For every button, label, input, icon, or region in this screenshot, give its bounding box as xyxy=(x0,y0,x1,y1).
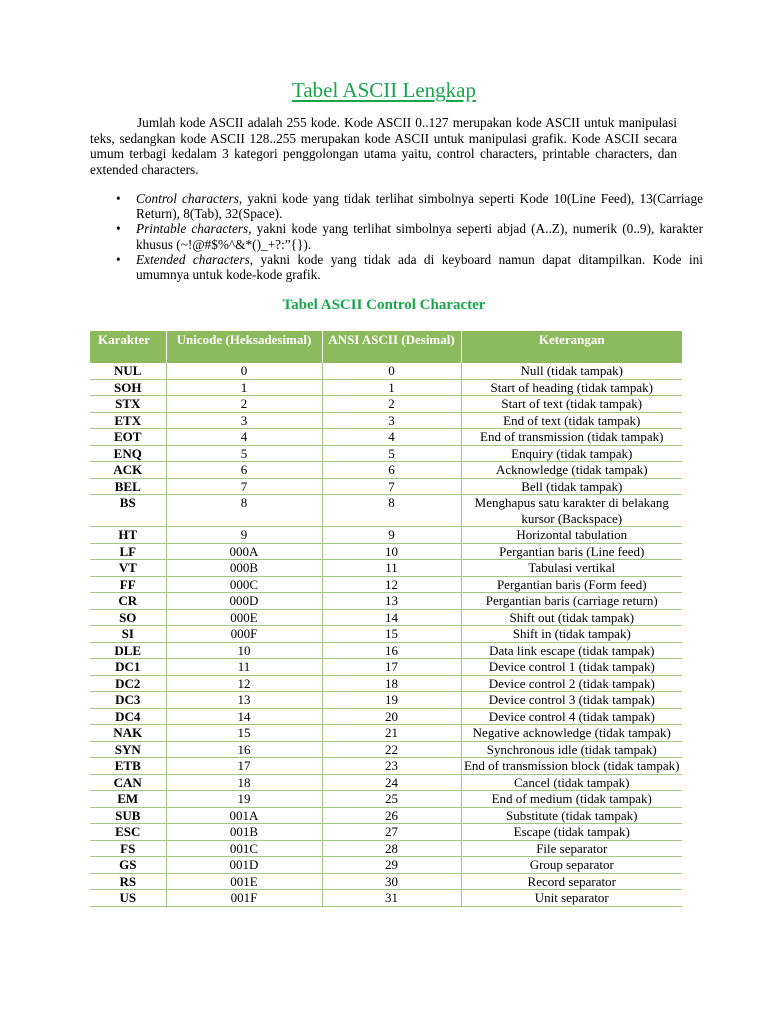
cell-karakter: NAK xyxy=(90,725,166,742)
table-title: Tabel ASCII Control Character xyxy=(282,297,486,313)
table-row xyxy=(90,396,682,413)
cell-unicode: 12 xyxy=(166,675,322,692)
table-row xyxy=(90,626,682,643)
table-row xyxy=(90,840,682,857)
cell-ansi-ascii: 26 xyxy=(322,807,461,824)
category-term: Control characters xyxy=(136,191,239,206)
cell-ansi-ascii: 25 xyxy=(322,791,461,808)
cell-ansi-ascii: 13 xyxy=(322,593,461,610)
cell-keterangan: Unit separator xyxy=(461,890,682,907)
header-keterangan: Keterangan xyxy=(461,331,682,363)
cell-karakter: DLE xyxy=(90,642,166,659)
table-row xyxy=(90,758,682,775)
cell-karakter: SO xyxy=(90,609,166,626)
cell-ansi-ascii: 16 xyxy=(322,642,461,659)
table-row xyxy=(90,593,682,610)
cell-unicode: 16 xyxy=(166,741,322,758)
table-row xyxy=(90,576,682,593)
cell-karakter: NUL xyxy=(90,363,166,379)
cell-keterangan: Horizontal tabulation xyxy=(461,527,682,544)
header-unicode: Unicode (Heksadesimal) xyxy=(166,331,322,363)
cell-ansi-ascii: 28 xyxy=(322,840,461,857)
cell-unicode: 000F xyxy=(166,626,322,643)
cell-karakter: HT xyxy=(90,527,166,544)
cell-keterangan: Menghapus satu karakter di belakang kursor (Backspace) xyxy=(461,495,682,527)
cell-karakter: LF xyxy=(90,543,166,560)
cell-keterangan: Acknowledge (tidak tampak) xyxy=(461,462,682,479)
cell-karakter: VT xyxy=(90,560,166,577)
cell-keterangan: End of text (tidak tampak) xyxy=(461,412,682,429)
table-row xyxy=(90,429,682,446)
cell-keterangan: Synchronous idle (tidak tampak) xyxy=(461,741,682,758)
cell-ansi-ascii: 27 xyxy=(322,824,461,841)
cell-ansi-ascii: 18 xyxy=(322,675,461,692)
cell-karakter: DC2 xyxy=(90,675,166,692)
cell-unicode: 000C xyxy=(166,576,322,593)
cell-keterangan: Group separator xyxy=(461,857,682,874)
cell-unicode: 001C xyxy=(166,840,322,857)
table-row xyxy=(90,445,682,462)
cell-keterangan: Shift out (tidak tampak) xyxy=(461,609,682,626)
table-row xyxy=(90,560,682,577)
cell-unicode: 15 xyxy=(166,725,322,742)
cell-keterangan: Device control 2 (tidak tampak) xyxy=(461,675,682,692)
cell-karakter: SOH xyxy=(90,379,166,396)
cell-unicode: 18 xyxy=(166,774,322,791)
table-row xyxy=(90,642,682,659)
cell-ansi-ascii: 22 xyxy=(322,741,461,758)
cell-unicode: 13 xyxy=(166,692,322,709)
cell-karakter: RS xyxy=(90,873,166,890)
cell-keterangan: End of transmission block (tidak tampak) xyxy=(461,758,682,775)
cell-karakter: ENQ xyxy=(90,445,166,462)
cell-ansi-ascii: 14 xyxy=(322,609,461,626)
cell-unicode: 000B xyxy=(166,560,322,577)
table-row xyxy=(90,741,682,758)
cell-keterangan: End of medium (tidak tampak) xyxy=(461,791,682,808)
cell-karakter: STX xyxy=(90,396,166,413)
cell-unicode: 5 xyxy=(166,445,322,462)
intro-paragraph: Jumlah kode ASCII adalah 255 kode. Kode ASCII 0..127 merupakan kode ASCII untuk manipulasi teks, sedangkan kode ASCII 128..255 merupakan kode ASCII untuk manipulasi grafik. Kode ASCII secara umum terbagi kedalam 3 kategori penggolongan utama yaitu, control characters, printable characters, dan extended characters. xyxy=(90,115,677,177)
cell-unicode: 4 xyxy=(166,429,322,446)
cell-keterangan: Substitute (tidak tampak) xyxy=(461,807,682,824)
cell-karakter: CR xyxy=(90,593,166,610)
table-row xyxy=(90,527,682,544)
cell-unicode: 001A xyxy=(166,807,322,824)
cell-ansi-ascii: 24 xyxy=(322,774,461,791)
table-row xyxy=(90,495,682,527)
table-row xyxy=(90,774,682,791)
category-term: Printable characters xyxy=(136,221,249,237)
cell-karakter: EOT xyxy=(90,429,166,446)
cell-keterangan: Start of text (tidak tampak) xyxy=(461,396,682,413)
cell-keterangan: End of transmission (tidak tampak) xyxy=(461,429,682,446)
cell-unicode: 001B xyxy=(166,824,322,841)
cell-keterangan: Device control 4 (tidak tampak) xyxy=(461,708,682,725)
cell-keterangan: Bell (tidak tampak) xyxy=(461,478,682,495)
cell-unicode: 1 xyxy=(166,379,322,396)
cell-unicode: 000E xyxy=(166,609,322,626)
cell-ansi-ascii: 9 xyxy=(322,527,461,544)
cell-unicode: 000D xyxy=(166,593,322,610)
cell-ansi-ascii: 7 xyxy=(322,478,461,495)
cell-ansi-ascii: 5 xyxy=(322,445,461,462)
category-list-item xyxy=(136,191,703,221)
cell-unicode: 19 xyxy=(166,791,322,808)
table-row xyxy=(90,478,682,495)
category-description: , yakni kode yang terlihat simbolnya seperti abjad (A..Z), numerik (0..9), karakter khusus (~!@#$%^&*()_+?:”{}). xyxy=(136,221,704,252)
cell-ansi-ascii: 3 xyxy=(322,412,461,429)
cell-karakter: CAN xyxy=(90,774,166,791)
category-description: , yakni kode yang tidak ada di keyboard namun dapat ditampilkan. Kode ini umumnya untuk kode-kode grafik. xyxy=(136,251,703,283)
cell-unicode: 0 xyxy=(166,363,322,379)
cell-ansi-ascii: 31 xyxy=(322,890,461,907)
table-row xyxy=(90,791,682,808)
cell-ansi-ascii: 6 xyxy=(322,462,461,479)
cell-ansi-ascii: 19 xyxy=(322,692,461,709)
cell-karakter: US xyxy=(90,890,166,907)
cell-karakter: DC4 xyxy=(90,708,166,725)
cell-ansi-ascii: 2 xyxy=(322,396,461,413)
cell-keterangan: File separator xyxy=(461,840,682,857)
cell-keterangan: Cancel (tidak tampak) xyxy=(461,774,682,791)
cell-ansi-ascii: 12 xyxy=(322,576,461,593)
table-row xyxy=(90,807,682,824)
cell-ansi-ascii: 10 xyxy=(322,543,461,560)
table-row xyxy=(90,725,682,742)
cell-ansi-ascii: 0 xyxy=(322,363,461,379)
cell-ansi-ascii: 11 xyxy=(322,560,461,577)
cell-ansi-ascii: 29 xyxy=(322,857,461,874)
cell-karakter: BEL xyxy=(90,478,166,495)
table-row xyxy=(90,363,682,379)
category-list-item xyxy=(136,252,703,282)
cell-ansi-ascii: 30 xyxy=(322,873,461,890)
cell-keterangan: Escape (tidak tampak) xyxy=(461,824,682,841)
category-list-item xyxy=(136,221,703,251)
cell-unicode: 3 xyxy=(166,412,322,429)
header-ansi-ascii: ANSI ASCII (Desimal) xyxy=(322,331,461,363)
cell-unicode: 000A xyxy=(166,543,322,560)
header-karakter: Karakter xyxy=(90,331,166,363)
cell-karakter: SI xyxy=(90,626,166,643)
cell-unicode: 8 xyxy=(166,495,322,527)
ascii-control-table xyxy=(90,331,682,907)
cell-karakter: ESC xyxy=(90,824,166,841)
category-term: Extended characters xyxy=(136,251,250,267)
cell-ansi-ascii: 21 xyxy=(322,725,461,742)
cell-ansi-ascii: 1 xyxy=(322,379,461,396)
cell-keterangan: Enquiry (tidak tampak) xyxy=(461,445,682,462)
cell-keterangan: Pergantian baris (Form feed) xyxy=(461,576,682,593)
table-row xyxy=(90,708,682,725)
cell-karakter: DC1 xyxy=(90,659,166,676)
cell-keterangan: Negative acknowledge (tidak tampak) xyxy=(461,725,682,742)
cell-karakter: EM xyxy=(90,791,166,808)
category-list xyxy=(110,191,703,282)
cell-keterangan: Pergantian baris (carriage return) xyxy=(461,593,682,610)
cell-karakter: ETX xyxy=(90,412,166,429)
cell-ansi-ascii: 17 xyxy=(322,659,461,676)
cell-unicode: 9 xyxy=(166,527,322,544)
cell-keterangan: Device control 1 (tidak tampak) xyxy=(461,659,682,676)
cell-unicode: 001E xyxy=(166,873,322,890)
cell-karakter: FF xyxy=(90,576,166,593)
cell-ansi-ascii: 8 xyxy=(322,495,461,527)
cell-unicode: 17 xyxy=(166,758,322,775)
cell-keterangan: Shift in (tidak tampak) xyxy=(461,626,682,643)
table-row xyxy=(90,543,682,560)
cell-unicode: 001F xyxy=(166,890,322,907)
cell-keterangan: Device control 3 (tidak tampak) xyxy=(461,692,682,709)
table-row xyxy=(90,659,682,676)
cell-keterangan: Null (tidak tampak) xyxy=(461,363,682,379)
table-row xyxy=(90,412,682,429)
cell-karakter: ACK xyxy=(90,462,166,479)
cell-karakter: DC3 xyxy=(90,692,166,709)
cell-karakter: SUB xyxy=(90,807,166,824)
table-row xyxy=(90,873,682,890)
cell-unicode: 6 xyxy=(166,462,322,479)
table-row xyxy=(90,824,682,841)
table-row xyxy=(90,462,682,479)
cell-keterangan: Data link escape (tidak tampak) xyxy=(461,642,682,659)
table-row xyxy=(90,379,682,396)
cell-ansi-ascii: 20 xyxy=(322,708,461,725)
table-header-row xyxy=(90,331,682,363)
category-description: , yakni kode yang tidak terlihat simbolnya seperti Kode 10(Line Feed), 13(Carriage Return), 8(Tab), 32(Space). xyxy=(136,191,703,222)
cell-karakter: SYN xyxy=(90,741,166,758)
cell-ansi-ascii: 4 xyxy=(322,429,461,446)
cell-keterangan: Tabulasi vertikal xyxy=(461,560,682,577)
cell-unicode: 7 xyxy=(166,478,322,495)
table-row xyxy=(90,675,682,692)
cell-ansi-ascii: 23 xyxy=(322,758,461,775)
cell-unicode: 001D xyxy=(166,857,322,874)
document-title: Tabel ASCII Lengkap xyxy=(292,78,476,102)
table-row xyxy=(90,609,682,626)
cell-keterangan: Pergantian baris (Line feed) xyxy=(461,543,682,560)
cell-unicode: 10 xyxy=(166,642,322,659)
cell-unicode: 2 xyxy=(166,396,322,413)
cell-ansi-ascii: 15 xyxy=(322,626,461,643)
cell-karakter: BS xyxy=(90,495,166,527)
cell-unicode: 14 xyxy=(166,708,322,725)
table-row xyxy=(90,857,682,874)
cell-keterangan: Start of heading (tidak tampak) xyxy=(461,379,682,396)
table-row xyxy=(90,692,682,709)
table-row xyxy=(90,890,682,907)
cell-karakter: FS xyxy=(90,840,166,857)
cell-unicode: 11 xyxy=(166,659,322,676)
cell-karakter: GS xyxy=(90,857,166,874)
cell-karakter: ETB xyxy=(90,758,166,775)
cell-keterangan: Record separator xyxy=(461,873,682,890)
